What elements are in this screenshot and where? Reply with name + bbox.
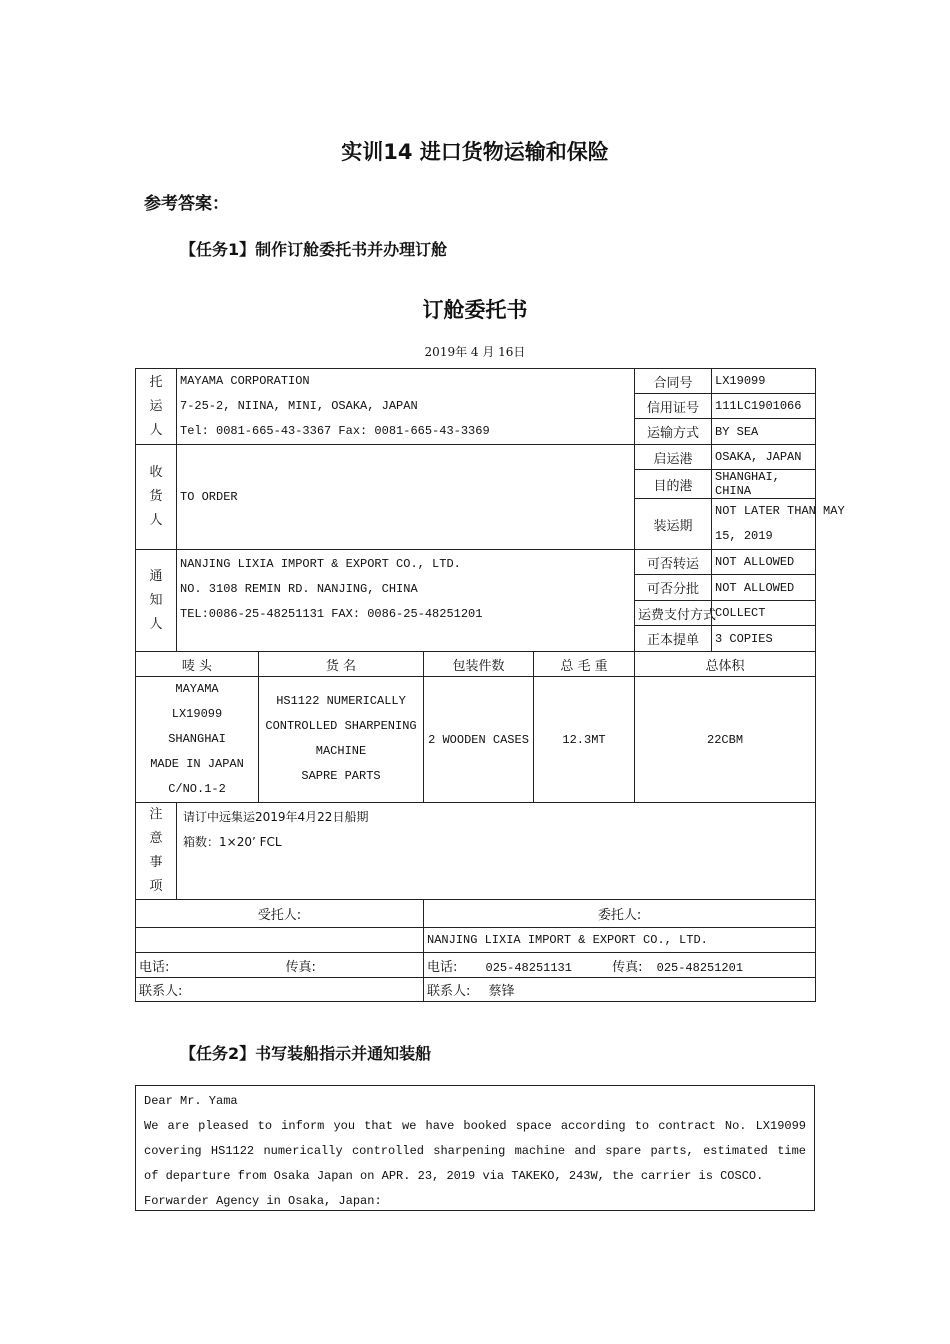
contract-no-label: 合同号 [635, 369, 712, 394]
port-loading-value: OSAKA, JAPAN [712, 445, 816, 470]
shipper-label: 托 运 人 [136, 369, 177, 445]
task1-heading: 【任务1】制作订舱委托书并办理订舱 [180, 240, 448, 259]
partial-label: 可否分批 [635, 575, 712, 601]
notes-line-1: 请订中远集运2019年4月22日船期 [183, 810, 369, 824]
agent-fax-label: 传真: [285, 959, 316, 975]
transshipment-value: NOT ALLOWED [712, 550, 816, 575]
consignee-label: 收 货 人 [136, 445, 177, 550]
transshipment-label: 可否转运 [635, 550, 712, 575]
principal-label: 委托人: [424, 900, 816, 928]
principal-name: NANJING LIXIA IMPORT & EXPORT CO., LTD. [424, 928, 816, 953]
page-title: 实训14 进口货物运输和保险 [341, 140, 609, 164]
answer-label: 参考答案： [144, 194, 229, 214]
shipment-period-value: NOT LATER THAN MAY 15, 2019 [712, 499, 816, 550]
shipping-advice-letter [135, 1085, 815, 1211]
principal-phone: 025-48251131 [485, 960, 572, 975]
freight-value: COLLECT [712, 601, 816, 626]
port-dest-label: 目的港 [635, 470, 712, 499]
agent-contact-label: 联系人: [136, 978, 424, 1002]
transport-label: 运输方式 [635, 419, 712, 445]
agent-name-cell [136, 928, 424, 953]
booking-form-table [135, 368, 845, 1002]
letter-body: We are pleased to inform you that we have booked space according to contract No. LX19099 covering HS1122 numerically controlled sharpening machine and spare parts, estimated time of departure from Osaka Japan on APR. 23, 2019 via TAKEKO, 243W, the carrier is COSCO. [144, 1119, 806, 1183]
shipper-details [177, 369, 635, 445]
letter-greeting: Dear Mr. Yama [144, 1094, 238, 1108]
goods-description: HS1122 NUMERICALLY CONTROLLED SHARPENING MACHINE SAPRE PARTS [259, 677, 424, 803]
partial-value: NOT ALLOWED [712, 575, 816, 601]
principal-contact-name: 蔡锋 [488, 984, 515, 999]
contract-no-value: LX19099 [712, 369, 816, 394]
shipping-marks: MAYAMA LX19099 SHANGHAI MADE IN JAPAN C/NO.1-2 [136, 677, 259, 803]
task2-heading: 【任务2】书写装船指示并通知装船 [180, 1044, 432, 1063]
notify-tel-fax: TEL:0086-25-48251131 FAX: 0086-25-48251201 [180, 607, 483, 621]
agent-phone-fax [136, 953, 424, 978]
agent-phone-label: 电话: [139, 959, 170, 975]
notes-content [177, 803, 816, 900]
principal-fax: 025-48251201 [656, 960, 744, 975]
original-bl-value: 3 COPIES [712, 626, 816, 652]
consignee-value: TO ORDER [177, 445, 635, 550]
form-date: 2019年 4 月 16日 [424, 345, 526, 359]
notes-label: 注 意 事 项 [136, 803, 177, 900]
marks-header: 唛 头 [136, 652, 259, 677]
shipper-address: 7-25-2, NIINA, MINI, OSAKA, JAPAN [180, 399, 418, 413]
transport-value: BY SEA [712, 419, 816, 445]
principal-contact: 联系人: 蔡锋 [424, 978, 816, 1002]
notes-line-2: 箱数：1×20’ FCL [183, 835, 282, 849]
notify-name: NANJING LIXIA IMPORT & EXPORT CO., LTD. [180, 557, 461, 571]
packages-header: 包装件数 [424, 652, 534, 677]
gross-weight-value: 12.3MT [534, 677, 635, 803]
booking-form-title: 订舱委托书 [422, 298, 528, 322]
notify-details [177, 550, 635, 652]
volume-header: 总体积 [635, 652, 816, 677]
port-dest-value: SHANGHAI, CHINA [712, 470, 816, 499]
shipment-period-label: 装运期 [635, 499, 712, 550]
notify-label: 通 知 人 [136, 550, 177, 652]
shipper-name: MAYAMA CORPORATION [180, 374, 310, 388]
freight-label: 运费支付方式 [635, 601, 712, 626]
port-loading-label: 启运港 [635, 445, 712, 470]
lc-no-value: 111LC1901066 [712, 394, 816, 419]
shipper-tel-fax: Tel: 0081-665-43-3367 Fax: 0081-665-43-3369 [180, 424, 490, 438]
gross-weight-header: 总 毛 重 [534, 652, 635, 677]
lc-no-label: 信用证号 [635, 394, 712, 419]
notify-address: NO. 3108 REMIN RD. NANJING, CHINA [180, 582, 418, 596]
principal-phone-fax: 电话: 025-48251131 传真: 025-48251201 [424, 953, 816, 978]
goods-header: 货 名 [259, 652, 424, 677]
volume-value: 22CBM [635, 677, 816, 803]
agent-label: 受托人: [136, 900, 424, 928]
letter-agency: Forwarder Agency in Osaka, Japan: [144, 1194, 382, 1208]
original-bl-label: 正本提单 [635, 626, 712, 652]
packages-value: 2 WOODEN CASES [424, 677, 534, 803]
